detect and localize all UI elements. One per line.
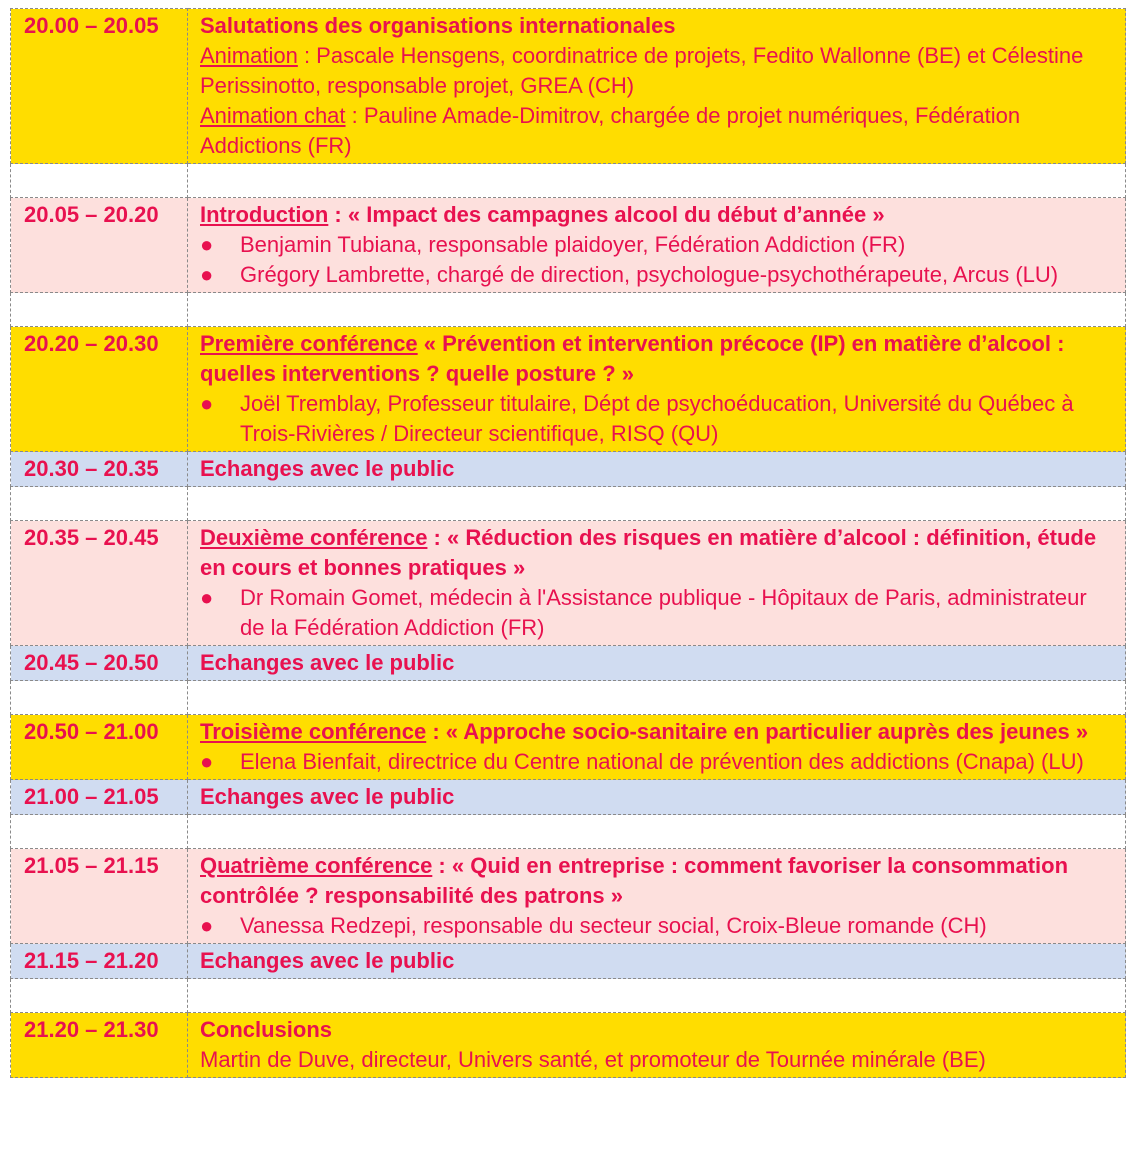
time-cell: 21.20 – 21.30 [11,1013,188,1078]
session-title: Conclusions [200,1017,333,1042]
content-cell [188,1013,1126,1078]
time-cell: 20.45 – 20.50 [11,646,188,681]
session-title: Introduction : « Impact des campagnes alcool du début d’année » [200,202,885,227]
schedule-row [11,646,1126,681]
schedule-row [11,327,1126,452]
bullet-item: ● Dr Romain Gomet, médecin à l'Assistance publique - Hôpitaux de Paris, administrateur de la Fédération Addiction (FR) [200,583,1115,643]
schedule-row [11,452,1126,487]
bullet-icon: ● [200,749,214,774]
schedule-row [11,9,1126,164]
bullet-item: ● Grégory Lambrette, chargé de direction, psychologue-psychothérapeute, Arcus (LU) [200,260,1115,290]
schedule-row [11,715,1126,780]
content-cell [188,715,1126,780]
bullet-item: ● Joël Tremblay, Professeur titulaire, Dépt de psychoéducation, Université du Québec à Trois-Rivières / Directeur scientifique, RISQ (QU) [200,389,1115,449]
spacer-row [11,293,1126,327]
bullet-icon: ● [200,585,214,610]
spacer-row [11,164,1126,198]
schedule-table [10,8,1126,1078]
content-cell [188,646,1126,681]
time-cell: 20.35 – 20.45 [11,521,188,646]
session-title: Troisième conférence : « Approche socio-sanitaire en particulier auprès des jeunes » [200,719,1089,744]
content-cell [188,452,1126,487]
content-cell [188,780,1126,815]
spacer-row [11,979,1126,1013]
bullet-item: ● Elena Bienfait, directrice du Centre national de prévention des addictions (Cnapa) (LU) [200,747,1115,777]
session-title: Echanges avec le public [200,456,455,481]
session-title: Deuxième conférence : « Réduction des risques en matière d’alcool : définition, étude en cours et bonnes pratiques » [200,525,1097,580]
time-cell: 20.00 – 20.05 [11,9,188,164]
time-cell: 20.50 – 21.00 [11,715,188,780]
bullet-icon: ● [200,913,214,938]
time-cell: 21.15 – 21.20 [11,944,188,979]
schedule-row [11,1013,1126,1078]
session-line: Martin de Duve, directeur, Univers santé, et promoteur de Tournée minérale (BE) [200,1047,986,1072]
time-cell: 20.30 – 20.35 [11,452,188,487]
content-cell [188,849,1126,944]
content-cell [188,198,1126,293]
schedule-row [11,521,1126,646]
time-cell: 20.05 – 20.20 [11,198,188,293]
time-cell: 21.05 – 21.15 [11,849,188,944]
spacer-row [11,815,1126,849]
schedule-row [11,849,1126,944]
session-line: Animation : Pascale Hensgens, coordinatrice de projets, Fedito Wallonne (BE) et Célestine Perissinotto, responsable projet, GREA (CH) [200,43,1084,98]
schedule-row [11,198,1126,293]
content-cell [188,9,1126,164]
content-cell [188,327,1126,452]
bullet-icon: ● [200,262,214,287]
bullet-icon: ● [200,391,214,416]
content-cell [188,521,1126,646]
time-cell: 20.20 – 20.30 [11,327,188,452]
schedule-row [11,944,1126,979]
bullet-item: ● Vanessa Redzepi, responsable du secteur social, Croix-Bleue romande (CH) [200,911,1115,941]
session-title: Quatrième conférence : « Quid en entreprise : comment favoriser la consommation contrôlée ? responsabilité des patrons » [200,853,1069,908]
spacer-row [11,487,1126,521]
session-title: Première conférence « Prévention et intervention précoce (IP) en matière d’alcool : quelles interventions ? quelle posture ? » [200,331,1065,386]
spacer-row [11,681,1126,715]
time-cell: 21.00 – 21.05 [11,780,188,815]
session-line: Animation chat : Pauline Amade-Dimitrov, chargée de projet numériques, Fédération Addictions (FR) [200,103,1021,158]
session-title: Echanges avec le public [200,784,455,809]
content-cell [188,944,1126,979]
bullet-icon: ● [200,232,214,257]
session-title: Salutations des organisations internationales [200,13,676,38]
schedule-row [11,780,1126,815]
session-title: Echanges avec le public [200,948,455,973]
session-title: Echanges avec le public [200,650,455,675]
bullet-item: ● Benjamin Tubiana, responsable plaidoyer, Fédération Addiction (FR) [200,230,1115,260]
